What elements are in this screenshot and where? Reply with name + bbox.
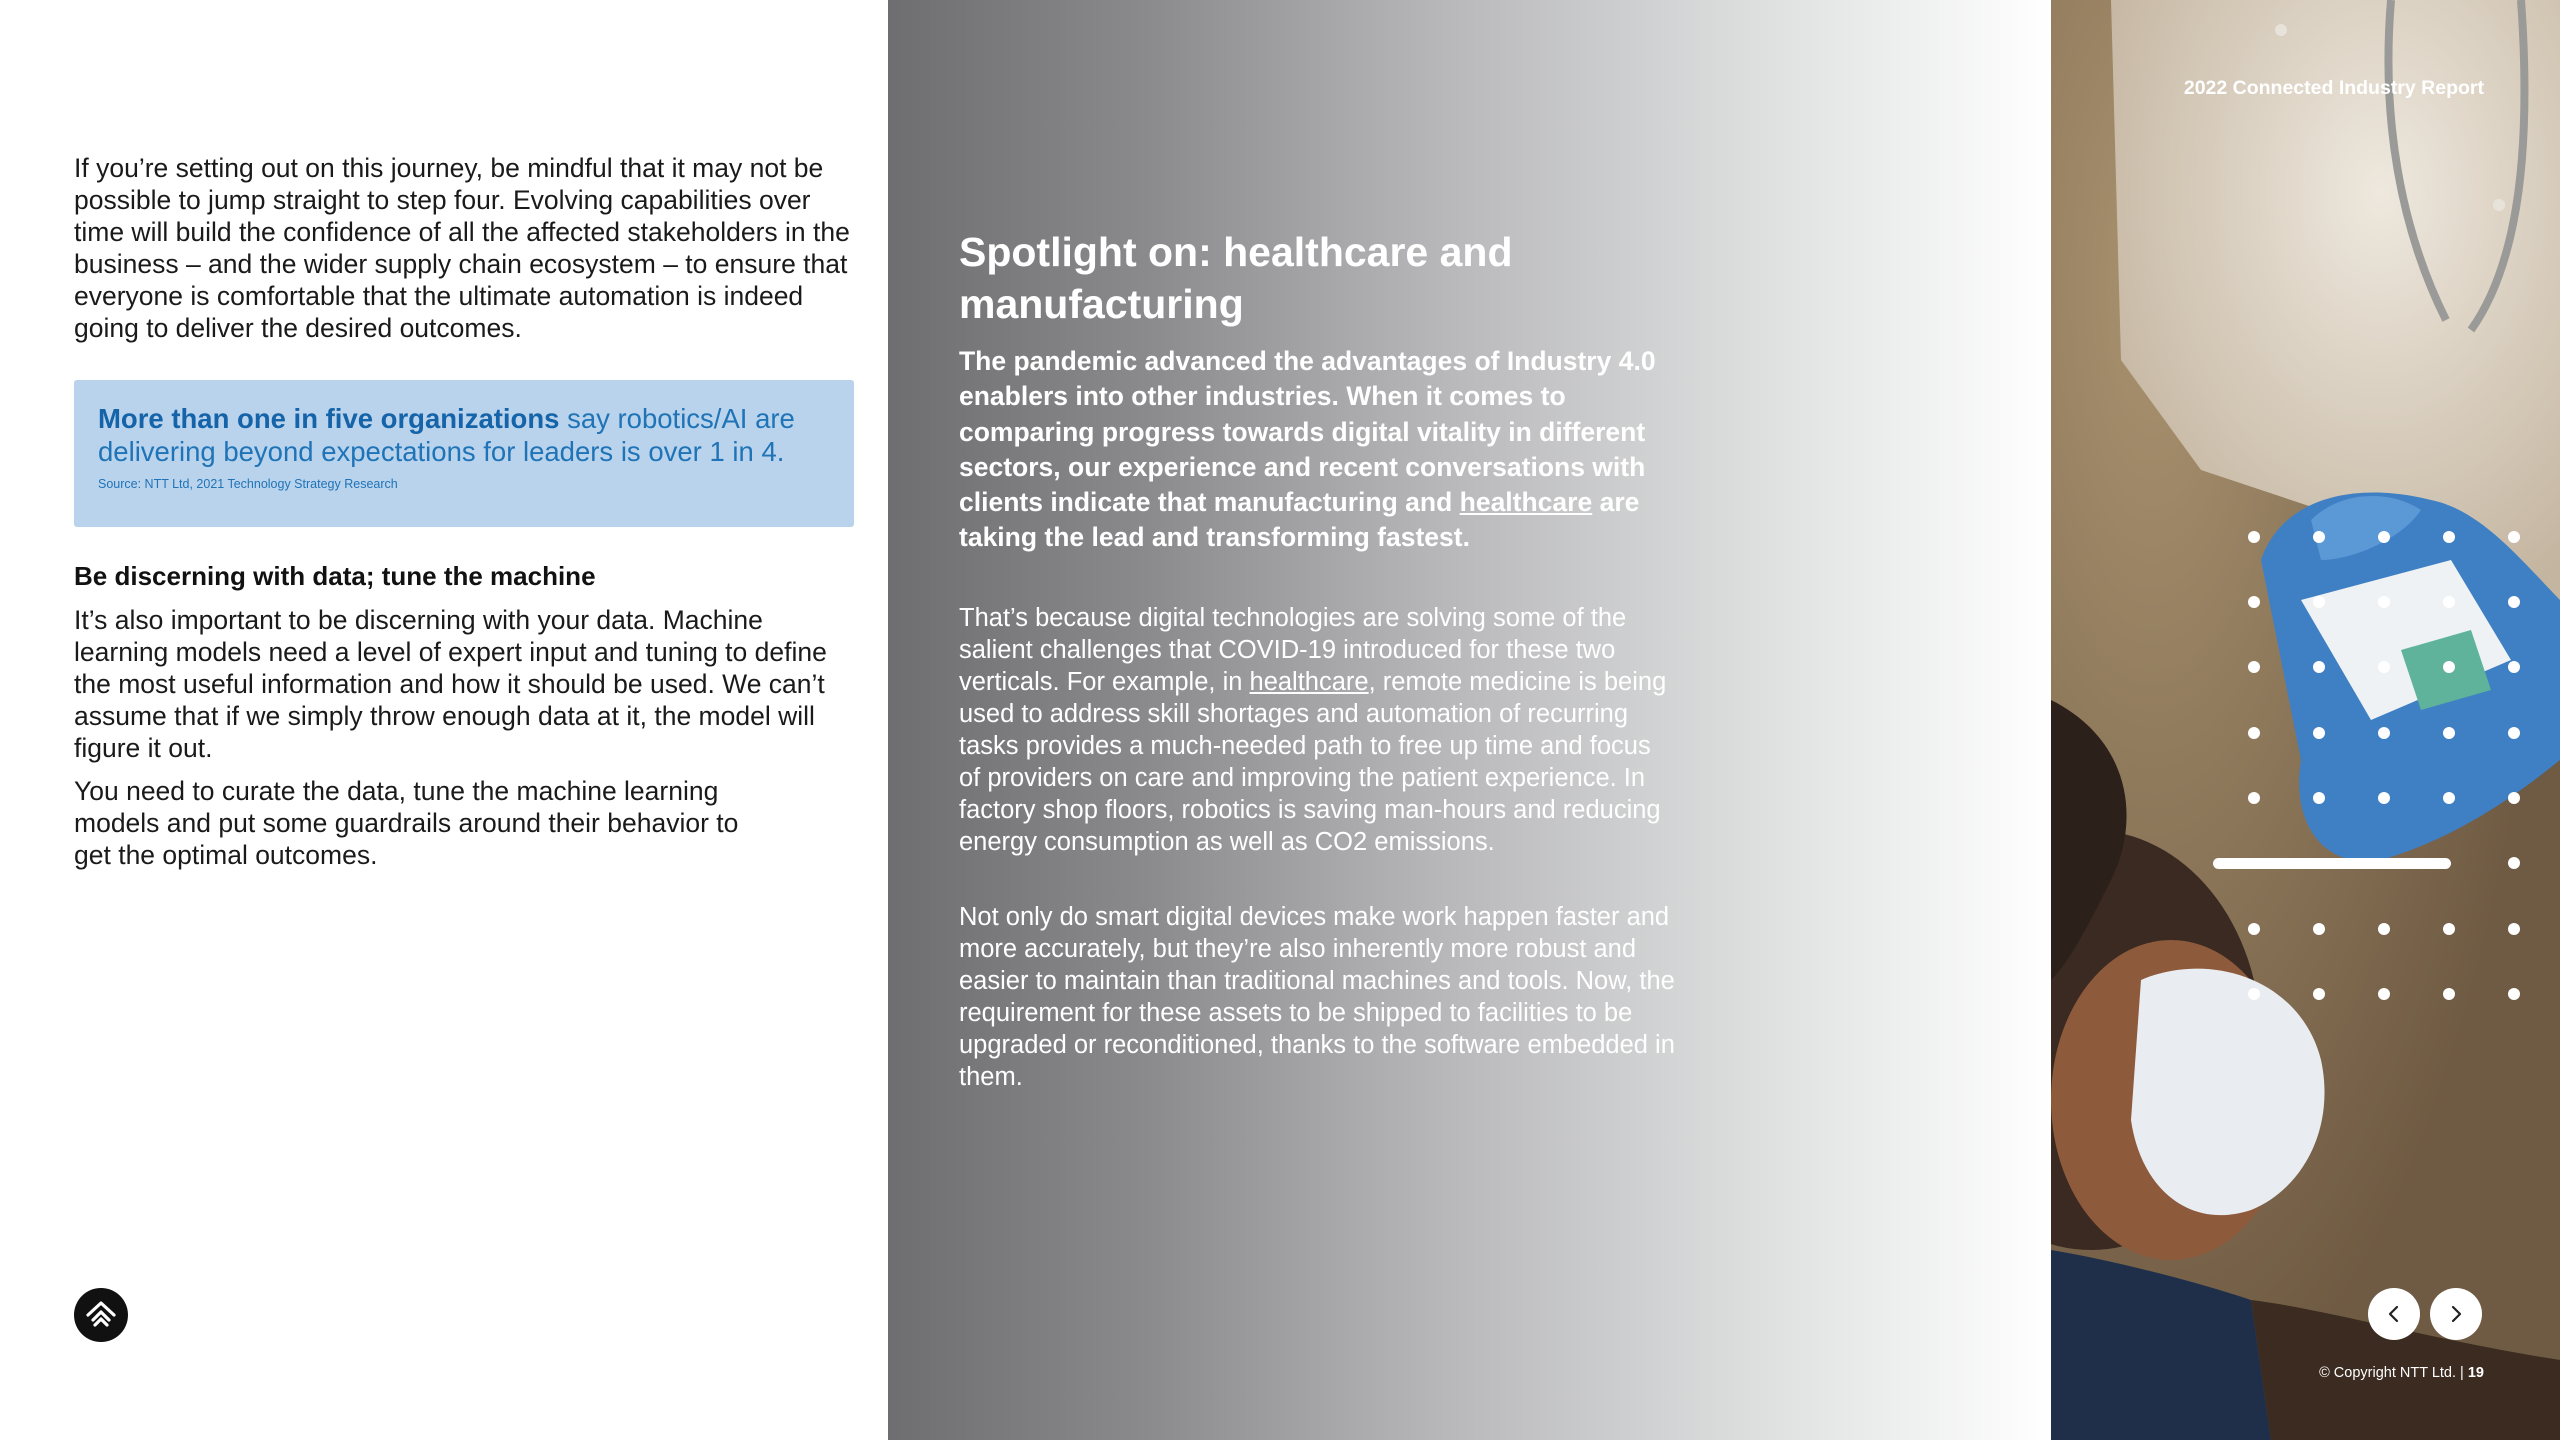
grid-dot	[2378, 727, 2390, 739]
grid-dot	[2313, 923, 2325, 935]
grid-dot	[2248, 661, 2260, 673]
home-button[interactable]	[74, 1288, 128, 1342]
copyright-footer	[2319, 1364, 2484, 1382]
body-paragraph-2: You need to curate the data, tune the machine learning models and put some guardrails around their behavior to get the optimal outcomes.	[74, 776, 739, 870]
callout-text	[98, 402, 830, 468]
grid-dot	[2313, 792, 2325, 804]
body-paragraph-1: It’s also important to be discerning with your data. Machine learning models need a level of expert input and tuning to define the most useful information and how it should be used. We can’t assume that if we simply throw enough data at it, the model will figure it out.	[74, 605, 827, 763]
spotlight-panel	[888, 0, 2051, 1440]
healthcare-link[interactable]: healthcare	[1459, 487, 1593, 518]
spotlight-title: Spotlight on: healthcare and manufacturing	[959, 229, 1513, 327]
spotlight-lead	[959, 344, 1659, 556]
stat-callout-box	[74, 380, 854, 527]
grid-dot	[2443, 792, 2455, 804]
callout-source: Source: NTT Ltd, 2021 Technology Strategy Research	[98, 477, 398, 491]
grid-dot	[2443, 727, 2455, 739]
chevron-left-icon	[2383, 1303, 2405, 1325]
callout-highlight: More than one in five organizations	[98, 403, 560, 434]
grid-dot	[2378, 792, 2390, 804]
grid-dot	[2378, 661, 2390, 673]
active-slide-indicator	[2213, 858, 2451, 869]
grid-dot	[2248, 792, 2260, 804]
healthcare-link-2[interactable]: healthcare	[1249, 668, 1369, 696]
grid-dot	[2313, 531, 2325, 543]
healthcare-photo	[2051, 0, 2560, 1440]
intro-paragraph: If you’re setting out on this journey, be mindful that it may not be possible to jump straight to step four. Evolving capabilities over time will build the confidence of all the affected stakeholders in the business – and the wider supply chain ecosystem – to ensure that everyone is comfortable that the ultimate automation is indeed going to deliver the desired outcomes.	[74, 153, 850, 343]
grid-dot	[2443, 988, 2455, 1000]
grid-dot	[2248, 596, 2260, 608]
grid-dot	[2313, 727, 2325, 739]
grid-dot	[2508, 923, 2520, 935]
grid-dot	[2508, 988, 2520, 1000]
lead-text-start: The pandemic advanced the advantages of Industry 4.0 enablers into other industries. When it comes to comparing progress towards digital vitality in different sectors, our experience and recent conversations with clients indicate that manufacturing and	[959, 346, 1656, 518]
grid-dot	[2248, 531, 2260, 543]
spotlight-body-2: Not only do smart digital devices make work happen faster and more accurately, but they’re also inherently more robust and easier to maintain than traditional machines and tools. Now, the requirement for these assets to be shipped to facilities to be upgraded or reconditioned, thanks to the software embedded in them.	[959, 903, 1675, 1091]
grid-dot	[2378, 531, 2390, 543]
section-heading: Be discerning with data; tune the machine	[74, 561, 596, 591]
grid-dot	[2508, 727, 2520, 739]
copyright-text: © Copyright NTT Ltd. |	[2319, 1365, 2468, 1381]
report-title: 2022 Connected Industry Report	[2183, 77, 2484, 99]
grid-dot	[2248, 923, 2260, 935]
left-column	[0, 0, 888, 1440]
grid-dot	[2443, 923, 2455, 935]
home-icon	[84, 1298, 118, 1332]
lead-text-end: are taking the lead and transforming fastest.	[959, 487, 1640, 553]
grid-dot	[2378, 923, 2390, 935]
grid-dot	[2443, 531, 2455, 543]
callout-rest: say robotics/AI are delivering beyond expectations for leaders is over 1 in 4.	[98, 403, 795, 467]
grid-dot	[2443, 661, 2455, 673]
grid-dot	[2248, 727, 2260, 739]
grid-dot	[2443, 596, 2455, 608]
grid-dot	[2313, 596, 2325, 608]
grid-dot	[2508, 661, 2520, 673]
next-page-button[interactable]	[2430, 1288, 2482, 1340]
grid-dot	[2313, 661, 2325, 673]
grid-dot	[2378, 596, 2390, 608]
body1-text-start: That’s because digital technologies are solving some of the salient challenges that COVID-19 introduced for these two verticals. For example, in	[959, 604, 1627, 696]
grid-dot	[2378, 988, 2390, 1000]
grid-dot	[2508, 857, 2520, 869]
grid-dot	[2508, 792, 2520, 804]
body1-text-end: , remote medicine is being used to address skill shortages and automation of recurring tasks provides a much-needed path to free up time and focus of providers on care and improving the patient experience. In factory shop floors, robotics is saving man-hours and reducing energy consumption as well as CO2 emissions.	[959, 668, 1667, 856]
previous-page-button[interactable]	[2368, 1288, 2420, 1340]
page-number: 19	[2467, 1365, 2484, 1381]
spotlight-body-1	[959, 602, 1679, 858]
photo-panel	[2051, 0, 2560, 1440]
grid-dot	[2508, 531, 2520, 543]
chevron-right-icon	[2445, 1303, 2467, 1325]
grid-dot	[2313, 988, 2325, 1000]
grid-dot	[2248, 988, 2260, 1000]
grid-dot	[2508, 596, 2520, 608]
